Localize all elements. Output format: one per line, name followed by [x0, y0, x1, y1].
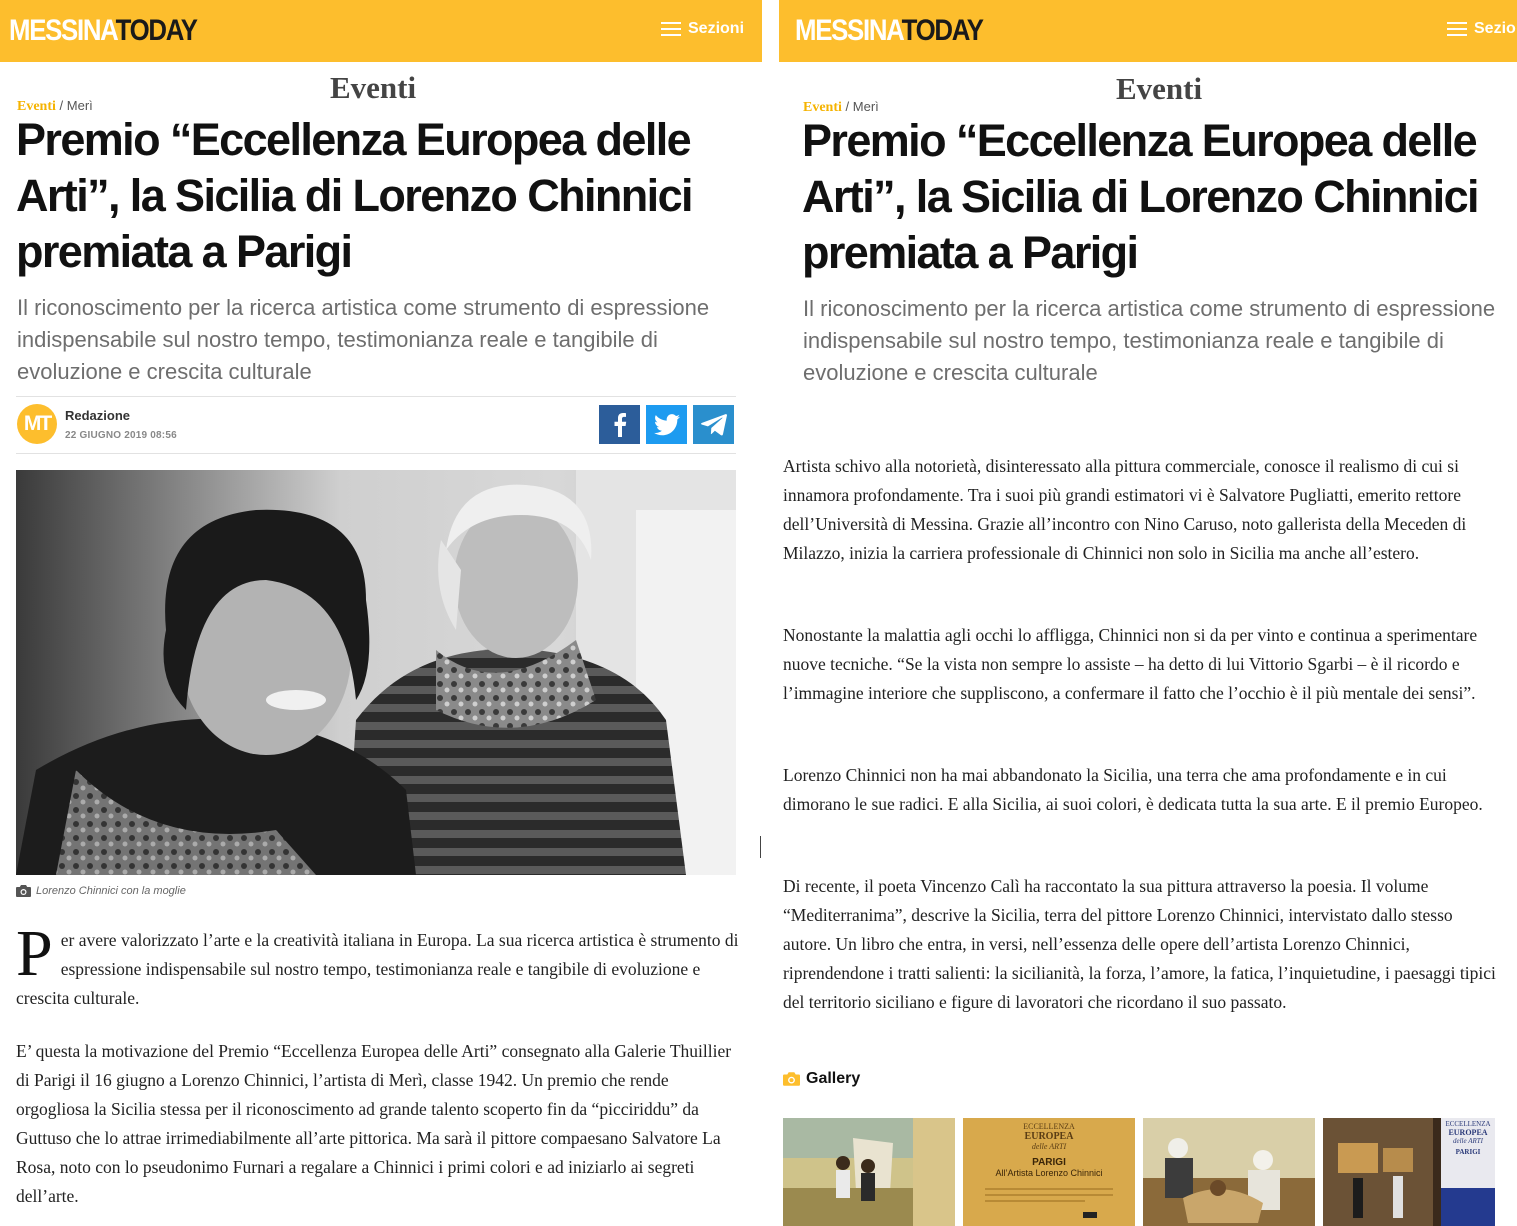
facebook-share-button[interactable] [599, 405, 640, 444]
breadcrumb-separator: / [845, 99, 850, 114]
article-photo[interactable] [16, 470, 736, 875]
camera-icon [16, 885, 31, 897]
publish-date: 22 GIUGNO 2019 08:56 [65, 430, 177, 441]
dropcap: P [16, 917, 53, 990]
gallery-thumb-2[interactable]: ECCELLENZA EUROPEA delle ARTI PARIGI All’Artista Lorenzo Chinnici [963, 1118, 1135, 1226]
breadcrumb-category-link[interactable]: Eventi [17, 99, 56, 114]
article-headline: Premio “Eccellenza Europea delle Arti”, la Sicilia di Lorenzo Chinnici premiata a Parigi [802, 115, 1478, 278]
gallery-thumb-4[interactable]: ECCELLENZA EUROPEA delle ARTI PARIGI [1323, 1118, 1495, 1226]
section-title: Eventi [1116, 71, 1203, 106]
article-paragraph-4: Nonostante la malattia agli occhi lo affligga, Chinnici non si da per vinto e continua a sperimentare nuove tecniche. “Se la vista non sempre lo assiste – ha detto di lui Vittorio Sgarbi – è il ricordo e l’immagine interiore che suppliscono, a confermare il fatto che l’occhio è il più mentale dei sensi”. [783, 625, 1478, 703]
breadcrumb-category-link[interactable]: Eventi [803, 100, 842, 115]
panel-gap [762, 0, 779, 1226]
camera-icon [783, 1072, 800, 1086]
byline-bottom-divider [16, 453, 736, 454]
article-paragraph-6: Di recente, il poeta Vincenzo Calì ha raccontato la sua pittura attraverso la poesia. Il volume “Mediterranima”, descrive la Sicilia, terra del pittore Lorenzo Chinnici, intervistato dallo stesso autore. Un libro che entra, in versi, nell’essenza delle opere dell’artista Lorenzo Chinnici, riprendendone i tratti salienti: la sicilianità, la forza, l’amore, la fatica, l’inquietudine, i paesaggi tipici del territorio siciliano e figure di lavoratori che ricordano il suo passato. [783, 876, 1496, 1012]
article-paragraph-3: Artista schivo alla notorietà, disinteressato alla pittura commerciale, conosce il realismo di cui si innamora profondamente. Tra i suoi più grandi estimatori vi è Salvatore Pugliatti, emerito rettore dell’Università di Messina. Grazie all’incontro con Nino Caruso, noto gallerista della Meceden di Milazzo, inizia la carriera professionale di Chinnici non solo in Sicilia ma anche all’estero. [783, 456, 1467, 563]
facebook-icon [613, 413, 627, 437]
hamburger-icon [661, 22, 681, 36]
gallery-thumb-1[interactable] [783, 1118, 955, 1226]
article-paragraph-2: E’ questa la motivazione del Premio “Eccellenza Europea delle Arti” consegnato alla Galerie Thuillier di Parigi il 16 giugno a Lorenzo Chinnici, l’artista di Merì, classe 1942. Un premio che rende orgogliosa la Sicilia stessa per il riconoscimento ad grande talento scoperto fin da “picciriddu” da Guttuso che lo attrae irrimediabilmente all’arte pittorica. Ma sarà il pittore compaesano Salvatore La Rosa, noto con lo pseudonimo Furnari a regalare a Chinnici i primi colori e ad iniziarlo ai segreti dell’arte. [16, 1041, 732, 1206]
gallery-thumb-3[interactable] [1143, 1118, 1315, 1226]
panel-divider-mark [760, 836, 761, 858]
breadcrumb-place-link[interactable]: Merì [66, 98, 93, 113]
telegram-icon [701, 414, 727, 436]
article-headline: Premio “Eccellenza Europea delle Arti”, la Sicilia di Lorenzo Chinnici premiata a Parigi [16, 114, 692, 277]
gallery-heading [783, 1070, 860, 1088]
author-avatar[interactable]: MT [17, 404, 57, 444]
telegram-share-button[interactable] [693, 405, 734, 444]
breadcrumb-separator: / [59, 98, 64, 113]
photo-caption-text: Lorenzo Chinnici con la moglie [36, 885, 186, 897]
byline-top-divider [16, 396, 736, 397]
author-name[interactable]: Redazione [65, 408, 131, 423]
sections-menu-label: Sezio [1474, 20, 1516, 37]
hamburger-icon [1447, 22, 1467, 36]
twitter-icon [654, 414, 680, 436]
site-header [0, 0, 762, 62]
article-paragraph-5: Lorenzo Chinnici non ha mai abbandonato la Sicilia, una terra che ama profondamente e in cui dimorano le sue radici. E alla Sicilia, ai suoi colori, è dedicata tutta la sua arte. E il premio Europeo. [783, 765, 1483, 814]
sections-menu-label: Sezioni [688, 20, 745, 37]
twitter-share-button[interactable] [646, 405, 687, 444]
photo-caption [16, 885, 186, 897]
article-subtitle: Il riconoscimento per la ricerca artistica come strumento di espressione indispensabile sul nostro tempo, testimonianza reale e tangibile di evoluzione e crescita culturale [803, 296, 1496, 385]
article-subtitle: Il riconoscimento per la ricerca artistica come strumento di espressione indispensabile sul nostro tempo, testimonianza reale e tangibile di evoluzione e crescita culturale [17, 295, 710, 384]
site-header [779, 0, 1517, 62]
gallery-label: Gallery [806, 1070, 861, 1087]
site-logo[interactable]: MESSINATODAY [795, 14, 983, 47]
article-paragraph-1: Per avere valorizzato l’arte e la creatività italiana in Europa. La sua ricerca artistica è strumento di espressione indispensabile sul nostro tempo, testimonianza reale e tangibile di evoluzione e crescita culturale. [16, 917, 739, 1008]
sections-menu-button[interactable] [1447, 20, 1516, 38]
breadcrumb-place-link[interactable]: Merì [852, 99, 879, 114]
sections-menu-button[interactable] [661, 20, 744, 38]
site-logo[interactable]: MESSINATODAY [9, 14, 197, 47]
article-screenshot-right [779, 0, 1517, 1226]
section-title: Eventi [330, 70, 417, 105]
